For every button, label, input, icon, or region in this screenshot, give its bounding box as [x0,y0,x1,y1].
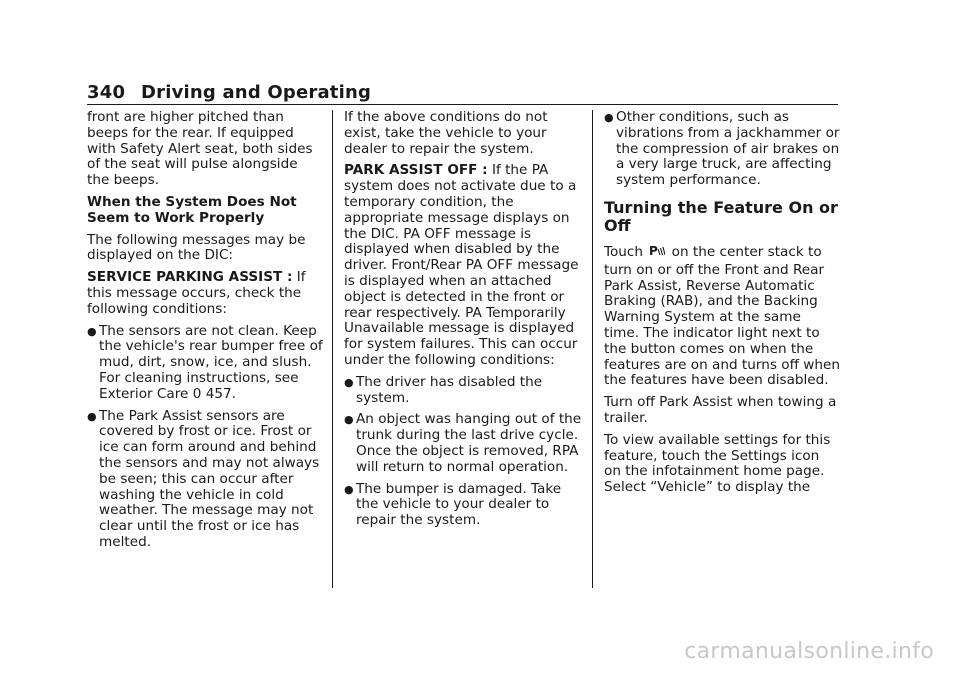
list-item [344,375,582,407]
bullet-icon: ● [87,324,97,338]
paragraph: The following messages may be displayed on the DIC: [87,231,306,264]
park-assist-icon [649,243,665,263]
paragraph: Turn off Park Assist when towing a trailer. [604,394,837,426]
message-text: If this message occurs, check the following conditions: [87,269,306,317]
bullet-icon: ● [87,409,97,423]
paragraph [604,243,840,389]
column-1 [87,110,323,557]
subheading: When the System Does Not Seem to Work Properly [87,193,297,226]
list-item-text: Other conditions, such as vibrations from a jackhammer or the compression of air brakes on a very large truck, are affecting system performance. [616,109,840,189]
condition-list [604,110,840,189]
paragraph-text-end: on the center stack to turn on or off the Front and Rear Park Assist, Reverse Automatic Braking (RAB), and the Backing Warning System at the same time. The indicator light next to the button comes on when the features are on and turns off when the features have been disabled. [604,243,840,389]
condition-list [87,324,323,551]
column-3 [604,110,840,502]
page-reference[interactable]: 457. [205,385,236,402]
bullet-icon: ● [344,413,354,427]
column-divider-2 [592,110,593,588]
message-label: SERVICE PARKING ASSIST : [87,269,293,286]
paragraph: front are higher pitched than beeps for the rear. If equipped with Safety Alert seat, both sides of the seat will pulse alongside the beeps. [87,109,313,189]
column-divider-1 [332,110,333,588]
list-item [87,324,323,403]
list-item-text: The Park Assist sensors are covered by frost or ice. Frost or ice can form around and behind the sensors and may not always be seen; this can occur after washing the vehicle in cold weather. The message may not clear until the frost or ice has melted. [99,407,320,550]
list-item [87,409,323,551]
header-rule [87,104,838,105]
watermark: carmanualsonline.info [684,639,934,664]
list-item-text: The sensors are not clean. Keep the vehicle's rear bumper free of mud, dirt, snow, ice, and slush. For cleaning instructions, see Exterior Care [99,322,323,402]
list-item [344,482,582,529]
message-label: PARK ASSIST OFF : [344,162,488,179]
list-item [344,412,582,475]
paragraph-text-start: Touch [604,243,644,260]
list-item [604,110,840,189]
svg-text:P: P [649,243,659,258]
list-item-text: The bumper is damaged. Take the vehicle to your dealer to repair the system. [356,480,562,529]
condition-list [344,375,582,529]
paragraph: If the above conditions do not exist, take the vehicle to your dealer to repair the system. [344,109,548,157]
section-title: Driving and Operating [141,82,372,103]
message-entry [87,270,323,317]
bullet-icon: ● [344,375,354,389]
page-header [87,82,838,104]
page-reference-arrow-icon: 0 [192,385,202,402]
section-heading: Turning the Feature On or Off [604,197,838,235]
column-2 [344,110,582,535]
list-item-text: An object was hanging out of the trunk during the last drive cycle. Once the object is removed, RPA will return to normal operation. [356,411,582,475]
message-text: If the PA system does not activate due to a temporary condition, the appropriate message displays on the DIC. PA OFF message is displayed when disabled by the driver. Front/Rear PA OFF message is displayed when an attached object is detected in the front or rear respectively. PA Temporarily Unavailable message is displayed for system failures. This can occur under the following conditions: [344,162,579,368]
bullet-icon: ● [604,111,614,124]
message-entry [344,163,582,368]
list-item-text: The driver has disabled the system. [356,373,543,406]
paragraph: To view available settings for this feature, touch the Settings icon on the infotainment home page. Select “Vehicle” to display the [604,431,831,496]
page-number: 340 [87,82,126,103]
bullet-icon: ● [344,482,354,496]
